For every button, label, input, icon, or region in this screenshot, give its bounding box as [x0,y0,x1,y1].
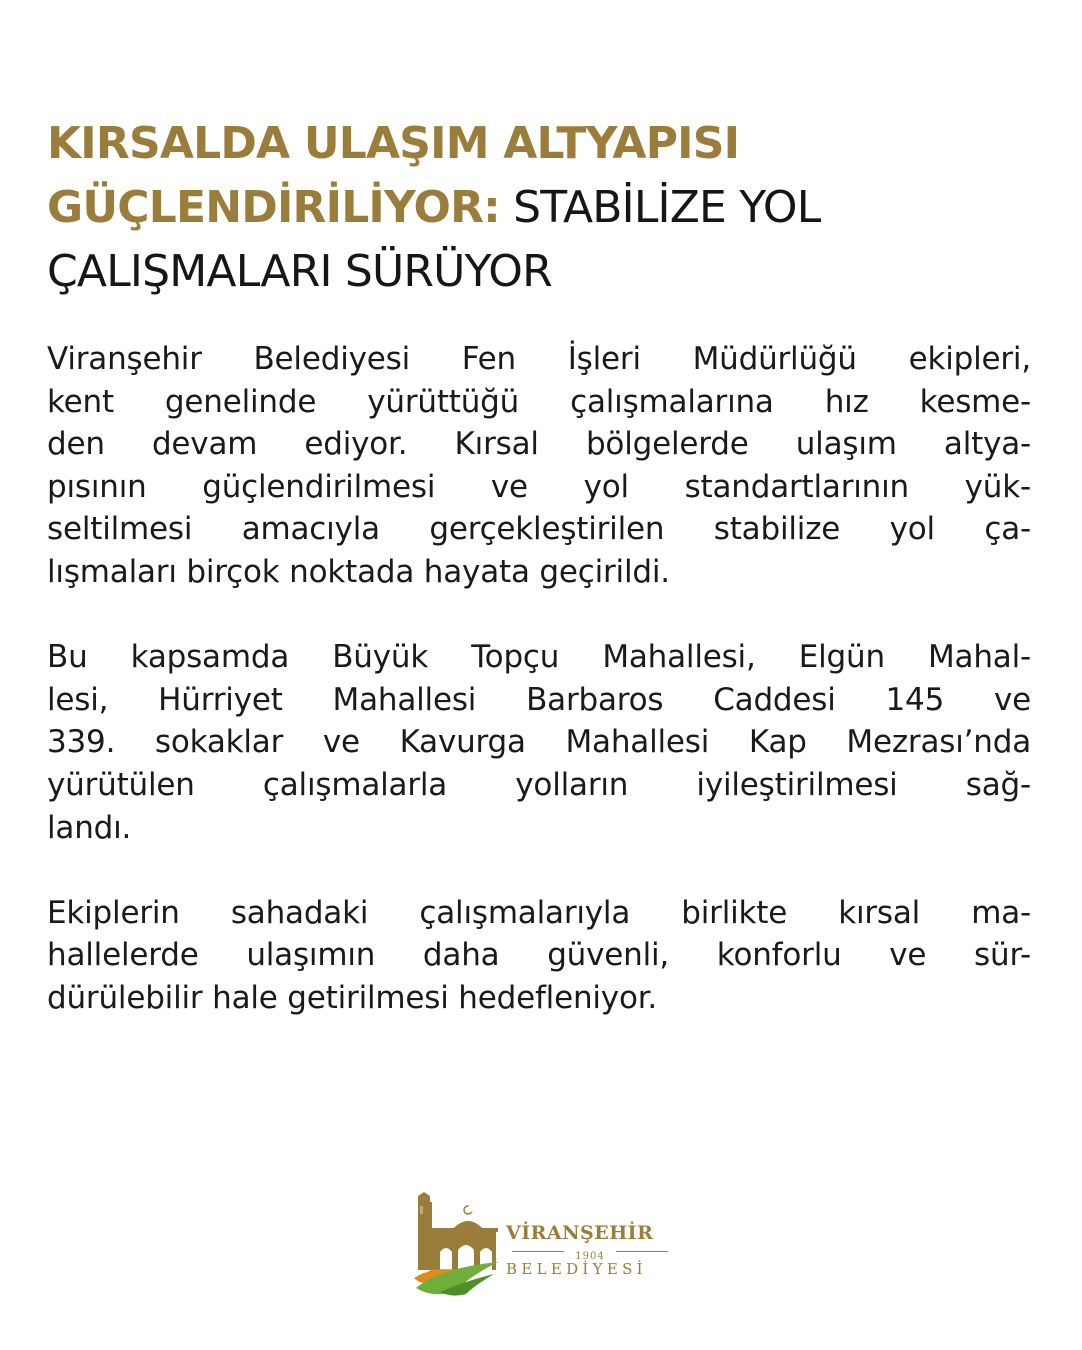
article-body [47,338,1031,1020]
paragraph-line: landı. [47,809,132,846]
paragraph-line: dürülebilir hale getirilmesi hedefleniyor. [47,979,658,1016]
paragraph-1 [47,338,1031,594]
headline [47,112,1047,304]
logo-year-row [506,1244,674,1262]
paragraph-line: 339. sokaklar ve Kavurga Mahallesi Kap Mezrası’nda [47,724,1031,761]
paragraph-line: kent genelinde yürüttüğü çalışmalarına hız kesme- [47,383,1031,420]
paragraph-line: lışmaları birçok noktada hayata geçirildi. [47,553,670,590]
logo-year: 1904 [575,1251,605,1262]
paragraph-line: yürütülen çalışmalarla yolların iyileştirilmesi sağ- [47,766,1031,803]
paragraph-line: den devam ediyor. Kırsal bölgelerde ulaşım altya- [47,426,1031,463]
logo-name: VİRANŞEHİR [506,1222,654,1244]
municipality-logo [410,1188,678,1300]
paragraph-3 [47,892,1031,1020]
headline-line-2-dark: STABİLİZE YOL [499,182,821,233]
paragraph-line: pısının güçlendirilmesi ve yol standartlarının yük- [47,468,1031,505]
paragraph-line: lesi, Hürriyet Mahallesi Barbaros Caddesi 145 ve [47,681,1031,718]
paragraph-line: seltilmesi amacıyla gerçekleştirilen stabilize yol ça- [47,511,1031,548]
paragraph-line: Bu kapsamda Büyük Topçu Mahallesi, Elgün Mahal- [47,639,1031,676]
logo-subtitle: BELEDİYESİ [506,1260,647,1278]
headline-line-3: ÇALIŞMALARI SÜRÜYOR [47,246,552,297]
paragraph-line: Ekiplerin sahadaki çalışmalarıyla birlikte kırsal ma- [47,894,1031,931]
paragraph-line: Viranşehir Belediyesi Fen İşleri Müdürlüğü ekipleri, [47,341,1031,377]
headline-line-1: KIRSALDA ULAŞIM ALTYAPISI [47,118,740,169]
municipality-emblem-icon [410,1188,506,1298]
paragraph-2 [47,636,1031,849]
paragraph-line: hallelerde ulaşımın daha güvenli, konforlu ve sür- [47,937,1031,974]
headline-line-2-gold: GÜÇLENDİRİLİYOR: [47,182,500,233]
logo-wordmark [506,1222,676,1279]
